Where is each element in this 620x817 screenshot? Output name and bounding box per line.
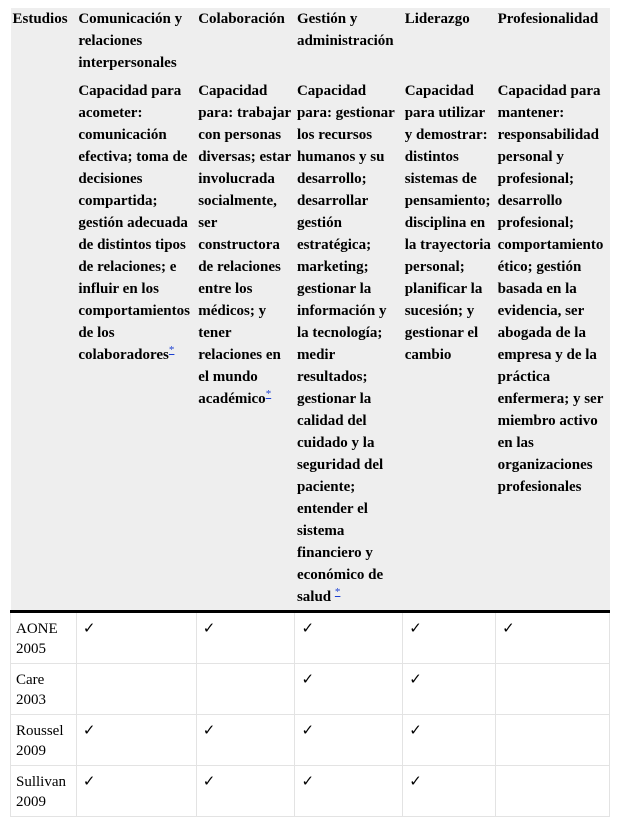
desc-professionalism: [496, 77, 610, 612]
study-cell: Care 2003: [11, 664, 77, 715]
check-cell: ✓: [403, 715, 496, 766]
check-cell: ✓: [403, 664, 496, 715]
desc-text: Capacidad para: gestionar los recursos humanos y su desarrollo; desarrollar gestión estratégica; marketing; gestionar la información y la tecnología; medir resultados; gestionar la calidad del cuidado y la seguridad del paciente; entender el sistema financiero y económico de salud: [296, 83, 395, 605]
check-cell: ✓: [403, 612, 496, 664]
check-cell: ✓: [295, 664, 403, 715]
header-col-management: Gestión y administración: [295, 8, 403, 77]
desc-text: Capacidad para acometer: comunicación efectiva; toma de decisiones compartida; gestión adecuada de distintos tipos de relaciones; e influir en los comportamientos de los colaboradores: [78, 83, 190, 363]
desc-collaboration: [196, 77, 295, 612]
check-cell: [496, 715, 610, 766]
check-cell: [76, 664, 196, 715]
check-cell: ✓: [496, 612, 610, 664]
header-desc-empty: [11, 77, 77, 612]
desc-communication: [76, 77, 196, 612]
check-cell: ✓: [295, 766, 403, 817]
check-cell: ✓: [76, 766, 196, 817]
header-descriptions-row: [11, 77, 610, 612]
footnote-ref-link[interactable]: *: [168, 344, 175, 356]
check-cell: ✓: [196, 612, 295, 664]
check-cell: ✓: [76, 612, 196, 664]
check-cell: [496, 664, 610, 715]
header-names-row: [11, 8, 610, 77]
check-cell: ✓: [76, 715, 196, 766]
study-cell: Roussel 2009: [11, 715, 77, 766]
check-cell: ✓: [196, 766, 295, 817]
table-body: [11, 612, 610, 817]
desc-text: Capacidad para mantener: responsabilidad personal y profesional; desarrollo profesional; comportamiento ético; gestión basada en la evidencia, ser abogada de la empresa y de la práctica enfermera; y ser miembro activo en las organizaciones profesionales: [497, 83, 604, 495]
study-cell: Sullivan 2009: [11, 766, 77, 817]
check-cell: ✓: [403, 766, 496, 817]
check-cell: [196, 664, 295, 715]
header-col-communication: Comunicación y relaciones interpersonales: [76, 8, 196, 77]
header-col-leadership: Liderazgo: [403, 8, 496, 77]
desc-text: Capacidad para utilizar y demostrar: distintos sistemas de pensamiento; disciplina en la trayectoria personal; planificar la sucesión; y gestionar el cambio: [404, 83, 491, 363]
table-header: [11, 8, 610, 612]
footnote-ref-link[interactable]: *: [334, 586, 341, 598]
table-row: [11, 766, 610, 817]
check-cell: ✓: [295, 612, 403, 664]
competencies-table: [10, 8, 610, 817]
header-col-professionalism: Profesionalidad: [496, 8, 610, 77]
table-row: [11, 715, 610, 766]
check-cell: ✓: [295, 715, 403, 766]
table-row: [11, 612, 610, 664]
desc-text: Capacidad para: trabajar con personas diversas; estar involucrada socialmente, ser constructora de relaciones entre los médicos; y tener relaciones en el mundo académico: [198, 83, 291, 407]
header-col-collaboration: Colaboración: [196, 8, 295, 77]
header-studies: Estudios: [11, 8, 77, 77]
desc-leadership: [403, 77, 496, 612]
table-row: [11, 664, 610, 715]
check-cell: ✓: [196, 715, 295, 766]
check-cell: [496, 766, 610, 817]
desc-management: [295, 77, 403, 612]
study-cell: AONE 2005: [11, 612, 77, 664]
footnote-ref-link[interactable]: *: [265, 388, 272, 400]
